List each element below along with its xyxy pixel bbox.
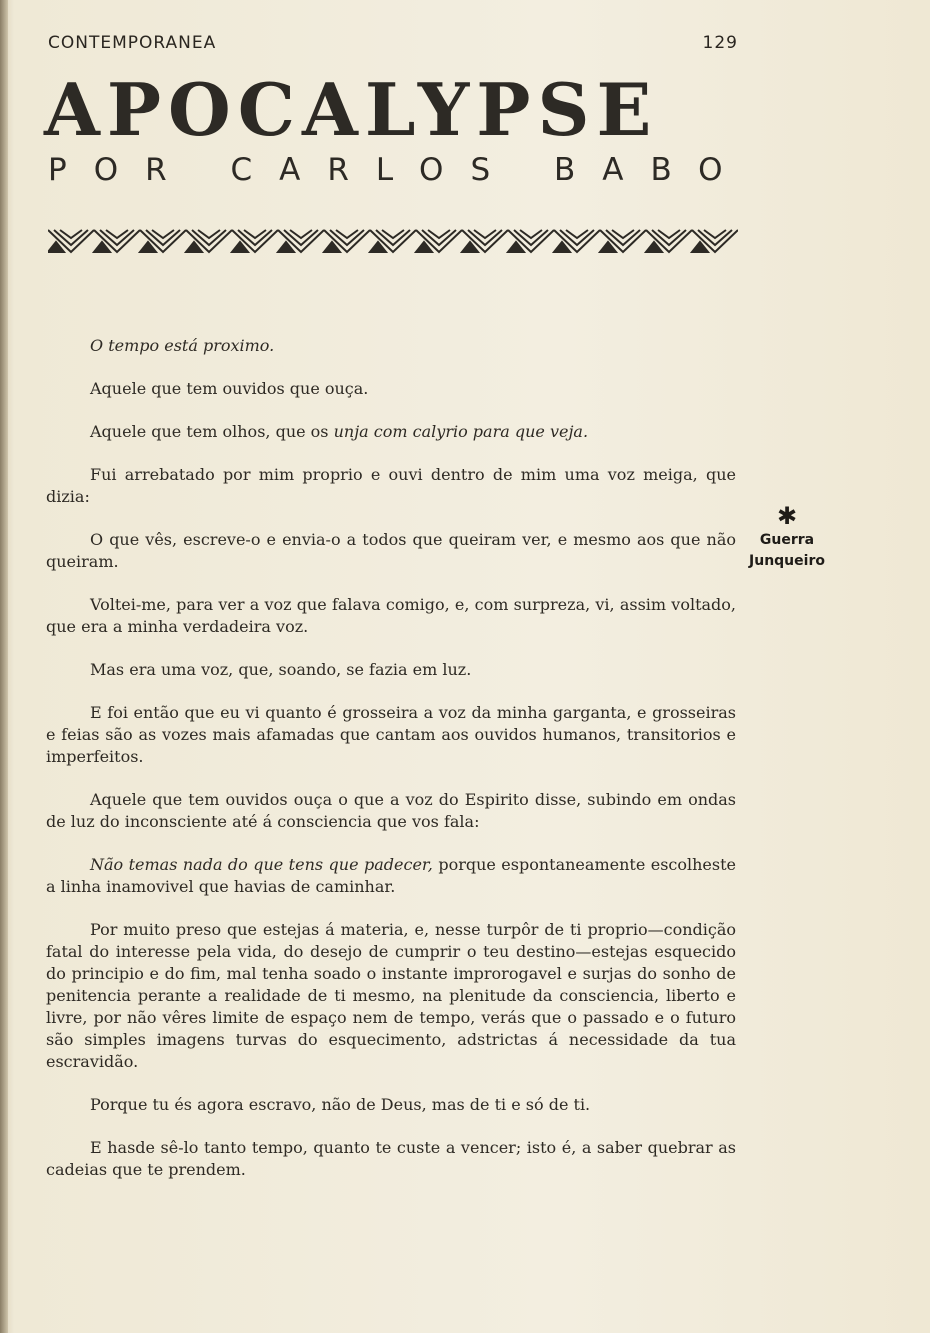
article-title: APOCALYPSE: [44, 67, 659, 152]
running-header: [48, 33, 738, 55]
body-paragraph: [46, 594, 736, 638]
text-run: Aquele que tem olhos, que os: [90, 422, 334, 441]
body-paragraph: [46, 335, 736, 357]
text-run: Aquele que tem ouvidos ouça o que a voz do Espirito disse, subindo em ondas de luz do inconsciente até á consciencia que vos fala:: [46, 790, 736, 831]
text-run: Fui arrebatado por mim proprio e ouvi dentro de mim uma voz meiga, que dizia:: [46, 465, 736, 506]
text-run: Mas era uma voz, que, soando, se fazia em luz.: [90, 660, 472, 679]
journal-name: CONTEMPORANEA: [48, 33, 217, 53]
ornament-pattern: [48, 230, 738, 252]
text-run: porque espontaneamente escolheste a linha inamovivel que havias de caminhar.: [46, 855, 736, 896]
text-run: Por muito preso que estejas á materia, e, nesse turpôr de ti proprio—condição fatal do interesse pela vida, do desejo de cumprir o teu destino—estejas esquecido do principio e do fim, mal tenha soado o instante improrogavel e surjas do sonho de penitencia perante a realidade de ti mesmo, na plenitude da consciencia, liberto e livre, por não vêres limite de espaço nem de tempo, verás que o passado e o futuro são simples imagens turvas do esquecimento, adstrictas á necessidade da tua escravidão.: [46, 920, 736, 1071]
margin-note: [744, 502, 830, 572]
body-paragraph: [46, 789, 736, 833]
body-paragraph: [46, 919, 736, 1073]
text-run: E foi então que eu vi quanto é grosseira a voz da minha garganta, e grosseiras e feias são as vozes mais afamadas que cantam aos ouvidos humanos, transitorios e imperfeitos.: [46, 703, 736, 766]
body-paragraph: [46, 464, 736, 508]
italic-text: unja com calyrio para que veja.: [333, 422, 589, 441]
body-paragraph: [46, 854, 736, 898]
text-run: Aquele que tem ouvidos que ouça.: [90, 379, 369, 398]
body-paragraph: [46, 529, 736, 573]
text-run: Voltei-me, para ver a voz que falava comigo, e, com surpreza, vi, assim voltado, que era a minha verdadeira voz.: [46, 595, 736, 636]
page-number: 129: [702, 33, 738, 53]
text-run: E hasde sê-lo tanto tempo, quanto te custe a vencer; isto é, a saber quebrar as cadeias que te prendem.: [46, 1138, 736, 1179]
margin-note-line1: Guerra: [759, 532, 815, 548]
body-paragraph: [46, 378, 736, 400]
italic-text: Não temas nada do que tens que padecer,: [90, 855, 433, 874]
article-body: [46, 335, 736, 1202]
text-run: Porque tu és agora escravo, não de Deus, mas de ti e só de ti.: [90, 1095, 591, 1114]
six-point-star-icon: ✱: [776, 502, 798, 530]
italic-text: O tempo está proximo.: [90, 336, 275, 355]
article-author: POR CARLOS BABO: [48, 152, 750, 188]
body-paragraph: [46, 421, 736, 443]
zigzag-ornament: [48, 226, 738, 256]
text-run: O que vês, escreve-o e envia-o a todos que queiram ver, e mesmo aos que não queiram.: [46, 530, 736, 571]
body-paragraph: [46, 1094, 736, 1116]
body-paragraph: [46, 702, 736, 768]
body-paragraph: [46, 1137, 736, 1181]
body-paragraph: [46, 659, 736, 681]
page-spine-shadow: [0, 0, 8, 1333]
margin-note-line2: Junqueiro: [749, 553, 825, 569]
